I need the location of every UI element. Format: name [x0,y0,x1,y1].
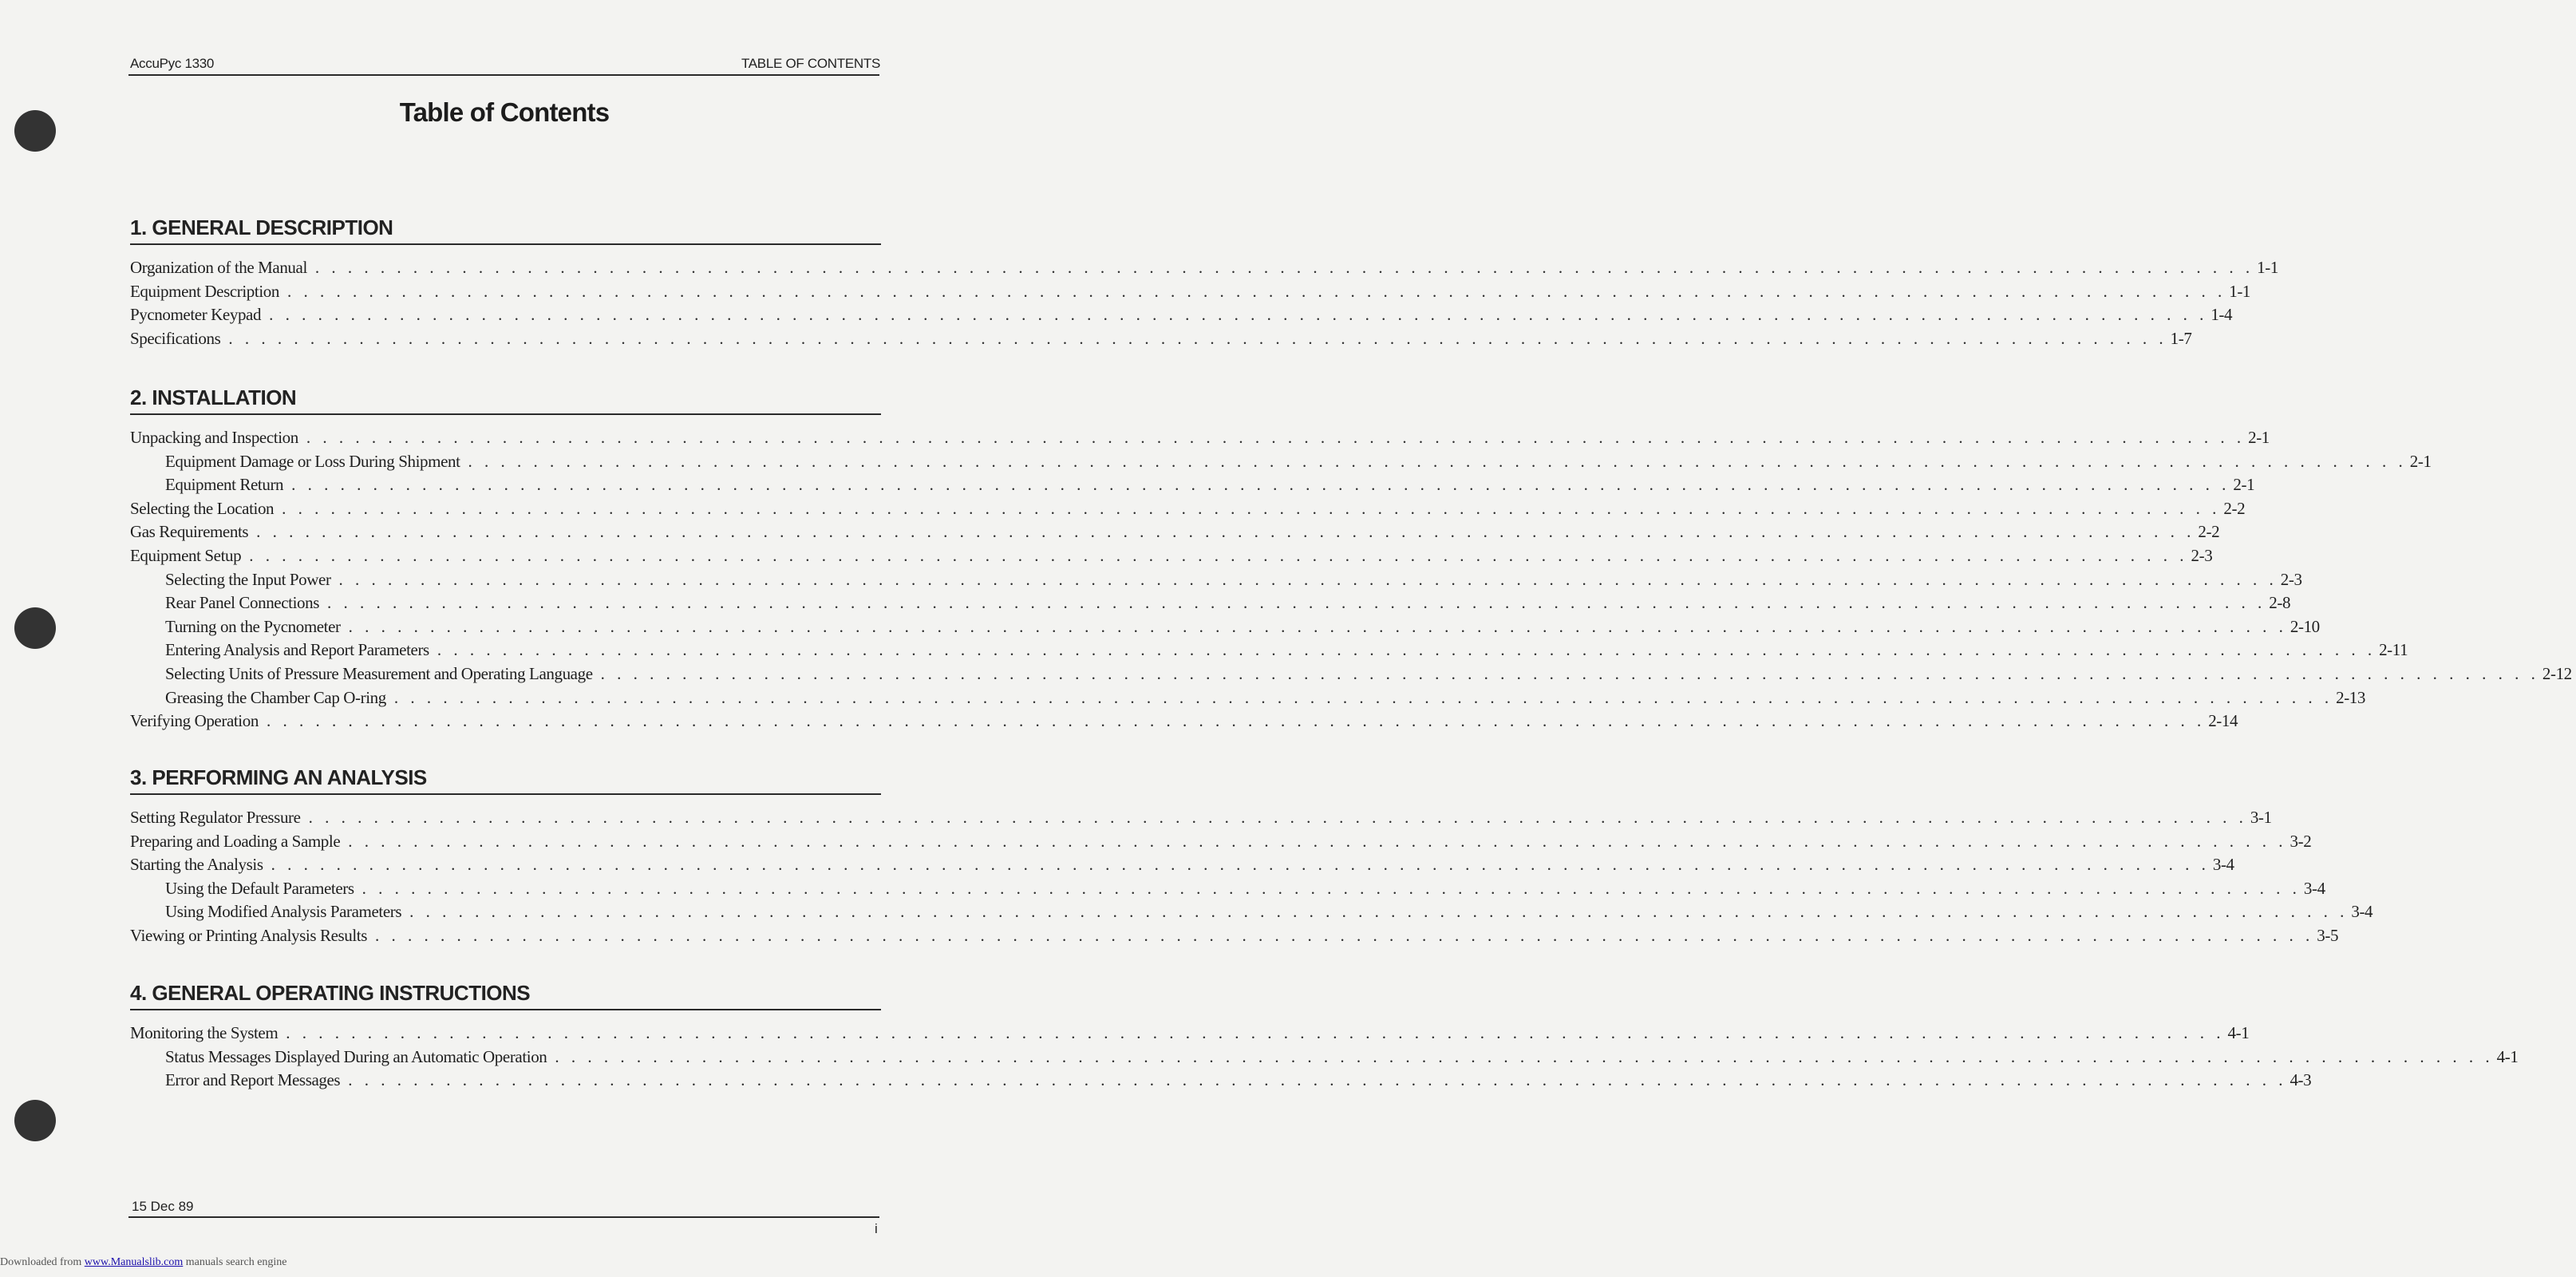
toc-entry-page: 2-11 [2379,640,2408,660]
toc-entry-label: Turning on the Pycnometer [165,616,341,636]
dot-leader: . . . . . . . . . . . . . . . . . . . . . . . . . . . . . . . . . . . . . . . . . . . . . . . . . . . . . . . . . . . . . . . . . . . . . . . . . . . . . . . . . . . . . . . . . . . . . . . . . . . . . . . . . . . . . . . . . . . . . . . [291,475,2230,495]
running-header-product: AccuPyc 1330 [130,56,215,71]
footer-date: 15 Dec 89 [132,1199,194,1214]
dot-leader: . . . . . . . . . . . . . . . . . . . . . . . . . . . . . . . . . . . . . . . . . . . . . . . . . . . . . . . . . . . . . . . . . . . . . . . . . . . . . . . . . . . . . . . . . . . . . . . . . . . . . . . . . . . . . . . . . . . . . . . [266,711,2206,731]
toc-entry[interactable] [130,616,2320,641]
toc-entry-page: 3-5 [2317,925,2339,945]
toc-entry-list [130,428,2572,735]
page-title: Table of Contents [399,97,610,127]
toc-entry[interactable] [130,569,2302,594]
dot-leader: . . . . . . . . . . . . . . . . . . . . . . . . . . . . . . . . . . . . . . . . . . . . . . . . . . . . . . . . . . . . . . . . . . . . . . . . . . . . . . . . . . . . . . . . . . . . . . . . . . . . . . . . . . . . . . . . . . . . . . . [256,522,2195,542]
dot-leader: . . . . . . . . . . . . . . . . . . . . . . . . . . . . . . . . . . . . . . . . . . . . . . . . . . . . . . . . . . . . . . . . . . . . . . . . . . . . . . . . . . . . . . . . . . . . . . . . . . . . . . . . . . . . . . . . . . . . . . . [338,569,2278,589]
section-heading: 4. GENERAL OPERATING INSTRUCTIONS [130,980,881,1010]
toc-entry-page: 1-4 [2211,305,2233,325]
toc-entry-page: 2-1 [2409,451,2432,471]
dot-leader: . . . . . . . . . . . . . . . . . . . . . . . . . . . . . . . . . . . . . . . . . . . . . . . . . . . . . . . . . . . . . . . . . . . . . . . . . . . . . . . . . . . . . . . . . . . . . . . . . . . . . . . . . . . . . . . . . . . . . . . [362,878,2301,898]
toc-entry-label: Using the Default Parameters [165,878,354,898]
section-heading: 2. INSTALLATION [130,385,881,415]
dot-leader: . . . . . . . . . . . . . . . . . . . . . . . . . . . . . . . . . . . . . . . . . . . . . . . . . . . . . . . . . . . . . . . . . . . . . . . . . . . . . . . . . . . . . . . . . . . . . . . . . . . . . . . . . . . . . . . . . . . . . . . [286,1023,2225,1042]
toc-entry-label: Entering Analysis and Report Parameters [165,640,429,660]
toc-entry-page: 1-1 [2257,258,2278,277]
toc-entry[interactable] [130,925,2339,950]
toc-entry[interactable] [130,305,2233,329]
toc-entry-label: Organization of the Manual [130,258,307,277]
toc-entry-page: 2-3 [2191,545,2213,565]
toc-entry[interactable] [130,475,2255,499]
toc-entry-label: Gas Requirements [130,522,249,542]
toc-entry-label: Rear Panel Connections [165,593,319,613]
toc-entry-page: 2-3 [2280,569,2302,589]
toc-entry-list [130,1023,2519,1094]
punch-hole-bottom [14,1100,56,1141]
dot-leader: . . . . . . . . . . . . . . . . . . . . . . . . . . . . . . . . . . . . . . . . . . . . . . . . . . . . . . . . . . . . . . . . . . . . . . . . . . . . . . . . . . . . . . . . . . . . . . . . . . . . . . . . . . . . . . . . . . . . . . . [437,640,2376,660]
running-header-section: TABLE OF CONTENTS [741,56,880,71]
toc-entry-label: Setting Regulator Pressure [130,808,301,827]
toc-entry-label: Monitoring the System [130,1023,279,1042]
toc-entry-list [130,808,2373,950]
toc-entry-page: 3-4 [2351,902,2373,922]
toc-entry[interactable] [130,258,2278,282]
dot-leader: . . . . . . . . . . . . . . . . . . . . . . . . . . . . . . . . . . . . . . . . . . . . . . . . . . . . . . . . . . . . . . . . . . . . . . . . . . . . . . . . . . . . . . . . . . . . . . . . . . . . . . . . . . . . . . . . . . . . . . . [600,663,2539,683]
footer-rule [128,1216,879,1218]
toc-entry-page: 3-1 [2250,808,2272,827]
toc-entry-page: 3-2 [2290,831,2312,851]
toc-entry[interactable] [130,640,2408,664]
toc-entry-page: 1-1 [2229,281,2251,301]
toc-entry-label: Pycnometer Keypad [130,305,262,325]
dot-leader: . . . . . . . . . . . . . . . . . . . . . . . . . . . . . . . . . . . . . . . . . . . . . . . . . . . . . . . . . . . . . . . . . . . . . . . . . . . . . . . . . . . . . . . . . . . . . . . . . . . . . . . . . . . . . . . . . . . . . . . [468,451,2407,471]
toc-entry[interactable] [130,878,2325,903]
toc-section-1 [130,215,2278,352]
toc-entry-page: 2-2 [2223,498,2246,518]
dot-leader: . . . . . . . . . . . . . . . . . . . . . . . . . . . . . . . . . . . . . . . . . . . . . . . . . . . . . . . . . . . . . . . . . . . . . . . . . . . . . . . . . . . . . . . . . . . . . . . . . . . . . . . . . . . . . . . . . . . . . . . [282,498,2221,518]
toc-entry[interactable] [130,1046,2519,1071]
dot-leader: . . . . . . . . . . . . . . . . . . . . . . . . . . . . . . . . . . . . . . . . . . . . . . . . . . . . . . . . . . . . . . . . . . . . . . . . . . . . . . . . . . . . . . . . . . . . . . . . . . . . . . . . . . . . . . . . . . . . . . . [393,687,2333,707]
toc-entry[interactable] [130,902,2373,926]
toc-entry-label: Equipment Description [130,281,279,301]
toc-entry[interactable] [130,687,2366,712]
toc-entry-label: Equipment Return [165,475,284,495]
toc-entry-page: 2-8 [2269,593,2291,613]
dot-leader: . . . . . . . . . . . . . . . . . . . . . . . . . . . . . . . . . . . . . . . . . . . . . . . . . . . . . . . . . . . . . . . . . . . . . . . . . . . . . . . . . . . . . . . . . . . . . . . . . . . . . . . . . . . . . . . . . . . . . . . [306,428,2246,447]
footer-page-number: i [875,1221,878,1236]
toc-entry-page: 2-14 [2208,711,2238,731]
manualslib-link[interactable]: www.Manualslib.com [84,1256,184,1268]
toc-entry[interactable] [130,808,2272,832]
toc-entry-page: 2-12 [2542,663,2572,683]
toc-entry[interactable] [130,711,2238,735]
toc-section-2 [130,385,2572,735]
toc-entry-page: 1-7 [2170,328,2192,348]
dot-leader: . . . . . . . . . . . . . . . . . . . . . . . . . . . . . . . . . . . . . . . . . . . . . . . . . . . . . . . . . . . . . . . . . . . . . . . . . . . . . . . . . . . . . . . . . . . . . . . . . . . . . . . . . . . . . . . . . . . . . . . [249,545,2188,565]
toc-entry-label: Equipment Damage or Loss During Shipment [165,451,460,471]
toc-section-4 [130,980,2519,1094]
toc-entry-page: 3-4 [2303,878,2325,898]
toc-entry-label: Unpacking and Inspection [130,428,298,447]
toc-entry-label: Selecting the Input Power [165,569,331,589]
toc-entry-label: Starting the Analysis [130,855,263,875]
toc-entry-label: Greasing the Chamber Cap O-ring [165,687,386,707]
toc-entry-label: Preparing and Loading a Sample [130,831,341,851]
toc-entry-label: Status Messages Displayed During an Automatic Operation [165,1046,547,1066]
toc-entry-page: 3-4 [2212,855,2234,875]
toc-entry-label: Selecting the Location [130,498,275,518]
dot-leader: . . . . . . . . . . . . . . . . . . . . . . . . . . . . . . . . . . . . . . . . . . . . . . . . . . . . . . . . . . . . . . . . . . . . . . . . . . . . . . . . . . . . . . . . . . . . . . . . . . . . . . . . . . . . . . . . . . . . . . . [286,281,2226,301]
punch-hole-middle [14,607,56,649]
toc-entry-page: 4-3 [2290,1070,2312,1090]
dot-leader: . . . . . . . . . . . . . . . . . . . . . . . . . . . . . . . . . . . . . . . . . . . . . . . . . . . . . . . . . . . . . . . . . . . . . . . . . . . . . . . . . . . . . . . . . . . . . . . . . . . . . . . . . . . . . . . . . . . . . . . [269,305,2208,325]
download-banner [0,1256,287,1269]
toc-entry-page: 2-1 [2233,475,2255,495]
toc-entry[interactable] [130,281,2251,306]
dot-leader: . . . . . . . . . . . . . . . . . . . . . . . . . . . . . . . . . . . . . . . . . . . . . . . . . . . . . . . . . . . . . . . . . . . . . . . . . . . . . . . . . . . . . . . . . . . . . . . . . . . . . . . . . . . . . . . . . . . . . . . [348,831,2287,851]
dot-leader: . . . . . . . . . . . . . . . . . . . . . . . . . . . . . . . . . . . . . . . . . . . . . . . . . . . . . . . . . . . . . . . . . . . . . . . . . . . . . . . . . . . . . . . . . . . . . . . . . . . . . . . . . . . . . . . . . . . . . . . [375,925,2314,945]
toc-entry-label: Equipment Setup [130,545,242,565]
dot-leader: . . . . . . . . . . . . . . . . . . . . . . . . . . . . . . . . . . . . . . . . . . . . . . . . . . . . . . . . . . . . . . . . . . . . . . . . . . . . . . . . . . . . . . . . . . . . . . . . . . . . . . . . . . . . . . . . . . . . . . . [348,616,2287,636]
toc-section-3 [130,765,2373,950]
toc-entry-page: 2-1 [2248,428,2270,447]
header-rule [128,74,879,76]
dot-leader: . . . . . . . . . . . . . . . . . . . . . . . . . . . . . . . . . . . . . . . . . . . . . . . . . . . . . . . . . . . . . . . . . . . . . . . . . . . . . . . . . . . . . . . . . . . . . . . . . . . . . . . . . . . . . . . . . . . . . . . [348,1070,2287,1090]
toc-entry-page: 4-1 [2227,1023,2250,1042]
dot-leader: . . . . . . . . . . . . . . . . . . . . . . . . . . . . . . . . . . . . . . . . . . . . . . . . . . . . . . . . . . . . . . . . . . . . . . . . . . . . . . . . . . . . . . . . . . . . . . . . . . . . . . . . . . . . . . . . . . . . . . . [327,593,2266,613]
dot-leader: . . . . . . . . . . . . . . . . . . . . . . . . . . . . . . . . . . . . . . . . . . . . . . . . . . . . . . . . . . . . . . . . . . . . . . . . . . . . . . . . . . . . . . . . . . . . . . . . . . . . . . . . . . . . . . . . . . . . . . . [308,808,2247,827]
toc-entry[interactable] [130,498,2246,523]
download-banner-suffix: manuals search engine [183,1256,287,1268]
toc-entry[interactable] [130,855,2234,879]
toc-entry[interactable] [130,328,2192,353]
toc-entry[interactable] [130,831,2312,856]
toc-entry-label: Error and Report Messages [165,1070,341,1090]
toc-entry[interactable] [130,1023,2250,1047]
toc-entry[interactable] [130,522,2220,546]
toc-entry-page: 2-2 [2198,522,2220,542]
section-heading: 3. PERFORMING AN ANALYSIS [130,765,881,795]
dot-leader: . . . . . . . . . . . . . . . . . . . . . . . . . . . . . . . . . . . . . . . . . . . . . . . . . . . . . . . . . . . . . . . . . . . . . . . . . . . . . . . . . . . . . . . . . . . . . . . . . . . . . . . . . . . . . . . . . . . . . . . [271,855,2210,875]
toc-entry-label: Specifications [130,328,221,348]
toc-entry-page: 2-13 [2336,687,2366,707]
toc-entry[interactable] [130,663,2572,688]
toc-entry[interactable] [130,593,2291,617]
dot-leader: . . . . . . . . . . . . . . . . . . . . . . . . . . . . . . . . . . . . . . . . . . . . . . . . . . . . . . . . . . . . . . . . . . . . . . . . . . . . . . . . . . . . . . . . . . . . . . . . . . . . . . . . . . . . . . . . . . . . . . . [555,1046,2494,1066]
toc-entry-label: Viewing or Printing Analysis Results [130,925,368,945]
toc-entry-label: Using Modified Analysis Parameters [165,902,402,922]
dot-leader: . . . . . . . . . . . . . . . . . . . . . . . . . . . . . . . . . . . . . . . . . . . . . . . . . . . . . . . . . . . . . . . . . . . . . . . . . . . . . . . . . . . . . . . . . . . . . . . . . . . . . . . . . . . . . . . . . . . . . . . [409,902,2349,922]
toc-entry[interactable] [130,1070,2312,1094]
toc-entry[interactable] [130,545,2213,570]
toc-entry[interactable] [130,428,2270,452]
toc-entry-page: 4-1 [2496,1046,2519,1066]
toc-entry[interactable] [130,451,2432,476]
download-banner-prefix: Downloaded from [0,1256,85,1268]
toc-entry-label: Selecting Units of Pressure Measurement and Operating Language [165,663,593,683]
dot-leader: . . . . . . . . . . . . . . . . . . . . . . . . . . . . . . . . . . . . . . . . . . . . . . . . . . . . . . . . . . . . . . . . . . . . . . . . . . . . . . . . . . . . . . . . . . . . . . . . . . . . . . . . . . . . . . . . . . . . . . . [228,328,2167,348]
section-heading: 1. GENERAL DESCRIPTION [130,215,881,245]
toc-entry-label: Verifying Operation [130,711,259,731]
dot-leader: . . . . . . . . . . . . . . . . . . . . . . . . . . . . . . . . . . . . . . . . . . . . . . . . . . . . . . . . . . . . . . . . . . . . . . . . . . . . . . . . . . . . . . . . . . . . . . . . . . . . . . . . . . . . . . . . . . . . . . . [314,258,2254,277]
toc-entry-list [130,258,2278,352]
toc-entry-page: 2-10 [2290,616,2320,636]
